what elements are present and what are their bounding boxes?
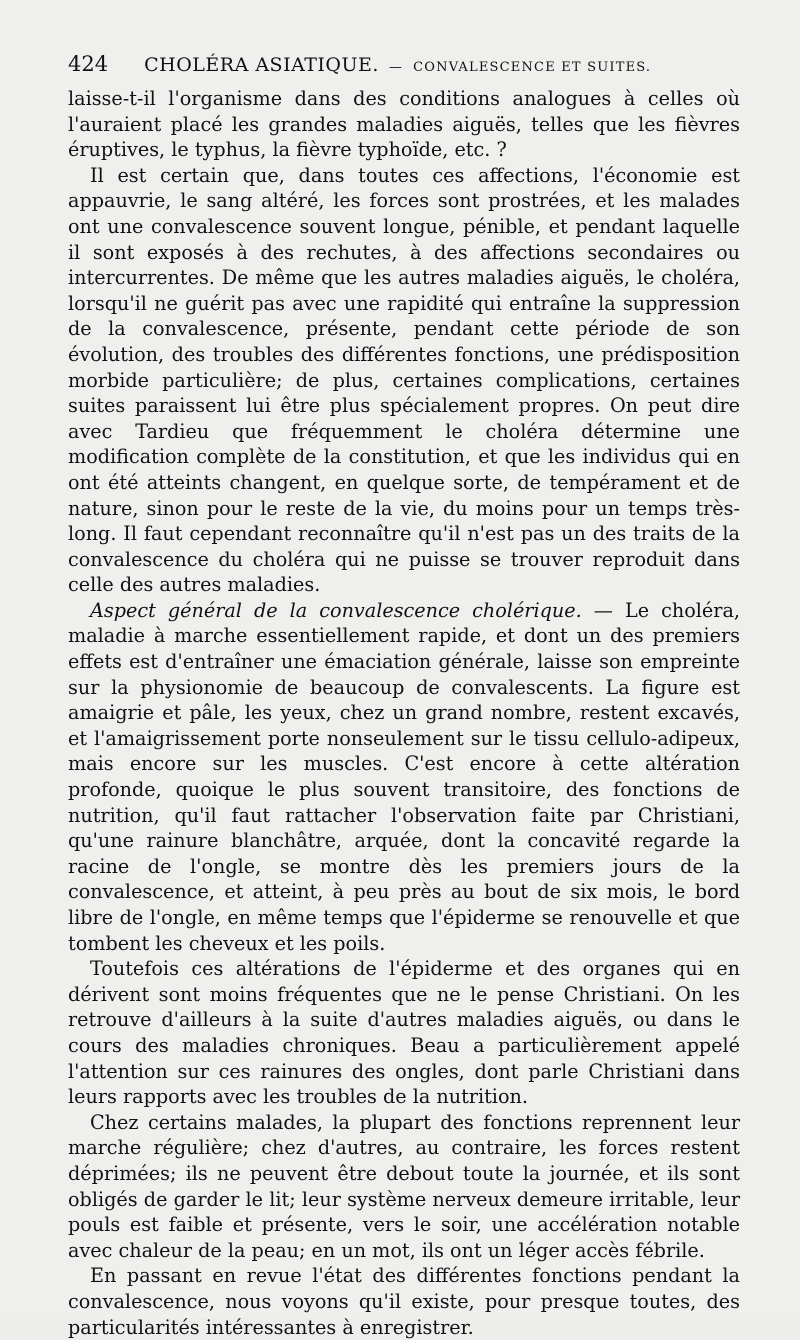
page-header: [68, 52, 748, 86]
section-heading-italic: Aspect général de la convalescence cholérique.: [90, 598, 582, 622]
page-number: 424: [68, 52, 109, 76]
running-subtitle: CONVALESCENCE ET SUITES.: [413, 60, 652, 75]
paragraph-5: Chez certains malades, la plupart des fonctions reprennent leur marche régulière; chez d'autres, au contraire, les forces restent déprimées; ils ne peuvent être debout toute la journée, et ils sont obligés de garder le lit; leur système nerveux demeure irritable, leur pouls est faible et présente, vers le soir, une accélération notable avec chaleur de la peau; en un mot, ils ont un léger accès fébrile.: [68, 1110, 740, 1262]
paragraph-1: laisse-t-il l'organisme dans des conditions analogues à celles où l'auraient placé les grandes maladies aiguës, telles que les fièvres éruptives, le typhus, la fièvre typhoïde, etc. ?: [68, 87, 740, 162]
body-text: [68, 86, 740, 1340]
running-title: CHOLÉRA ASIATIQUE.: [144, 54, 379, 76]
running-separator: —: [388, 60, 404, 75]
paragraph-6: En passant en revue l'état des différentes fonctions pendant la convalescence, nous voyons qu'il existe, pour presque toutes, des particularités intéressantes à enregistrer.: [68, 1264, 740, 1339]
paragraph-3-text: — Le choléra, maladie à marche essentiellement rapide, et dont un des premiers effets est d'entraîner une émaciation générale, laisse son empreinte sur la physionomie de beaucoup de convalescents. La figure est amaigrie et pâle, les yeux, chez un grand nombre, restent excavés, et l'amaigrissement porte nonseulement sur le tissu cellulo-adipeux, mais encore sur les muscles. C'est encore à cette altération profonde, quoique le plus souvent transitoire, des fonctions de nutrition, qu'il faut rattacher l'observation faite par Christiani, qu'une rainure blanchâtre, arquée, dont la concavité regarde la racine de l'ongle, se montre dès les premiers jours de la convalescence, et atteint, à peu près au bout de six mois, le bord libre de l'ongle, en même temps que l'épiderme se renouvelle et que tombent les cheveux et les poils.: [68, 598, 740, 955]
paragraph-3: [68, 598, 740, 956]
paragraph-4: Toutefois ces altérations de l'épiderme et des organes qui en dérivent sont moins fréquentes que ne le pense Christiani. On les retrouve d'ailleurs à la suite d'autres maladies aiguës, ou dans le cours des maladies chroniques. Beau a particulièrement appelé l'attention sur ces rainures des ongles, dont parle Christiani dans leurs rapports avec les troubles de la nutrition.: [68, 957, 740, 1109]
paragraph-2: Il est certain que, dans toutes ces affections, l'économie est appauvrie, le sang altéré, les forces sont prostrées, et les malades ont une convalescence souvent longue, pénible, et pendant laquelle il sont exposés à des rechutes, à des affections secondaires ou intercurrentes. De même que les autres maladies aiguës, le choléra, lorsqu'il ne guérit pas avec une rapidité qui entraîne la suppression de la convalescence, présente, pendant cette période de son évolution, des troubles des différentes fonctions, une prédisposition morbide particulière; de plus, certaines complications, certaines suites paraissent lui être plus spécialement propres. On peut dire avec Tardieu que fréquemment le choléra détermine une modification complète de la constitution, et que les individus qui en ont été atteints changent, en quelque sorte, de tempérament et de nature, sinon pour le reste de la vie, du moins pour un temps très-long. Il faut cependant reconnaître qu'il n'est pas un des traits de la convalescence du choléra qui ne puisse se trouver reproduit dans celle des autres maladies.: [68, 163, 740, 597]
